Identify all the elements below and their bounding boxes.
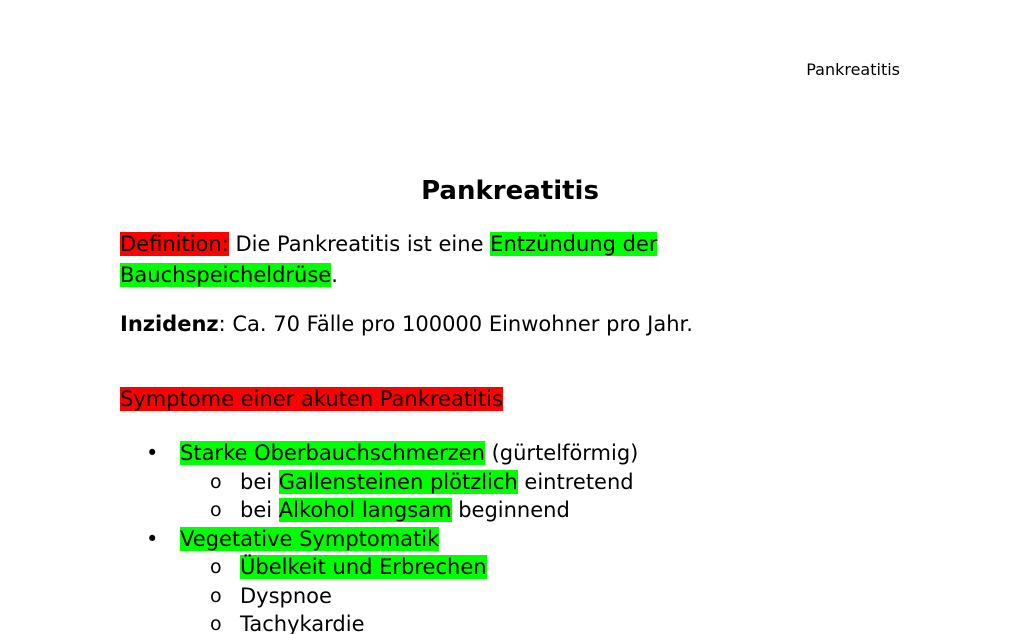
running-header: Pankreatitis	[806, 60, 900, 79]
circle-bullet-icon: o	[210, 613, 222, 634]
bullet-icon: •	[146, 441, 159, 465]
list-item-highlight: Starke Oberbauchschmerzen	[180, 441, 485, 465]
sub-list-item	[120, 553, 638, 582]
circle-bullet-icon: o	[210, 556, 222, 578]
incidence-paragraph	[120, 309, 780, 340]
sub-list-item	[120, 582, 638, 611]
symptoms-list	[120, 439, 638, 634]
list-item	[120, 439, 638, 468]
circle-bullet-icon: o	[210, 584, 222, 607]
sub-list-item	[120, 468, 638, 497]
sub-item-text: Dyspnoe	[240, 583, 332, 608]
bullet-icon: •	[146, 526, 159, 551]
list-item-text: (gürtelförmig)	[484, 441, 639, 465]
definition-highlight-1: Entzündung der	[490, 232, 658, 256]
sub-item-text: Tachykardie	[240, 612, 365, 634]
symptoms-heading-paragraph	[120, 384, 780, 415]
sub-item-prefix: bei	[240, 498, 279, 522]
definition-paragraph	[120, 229, 780, 291]
sub-item-prefix: bei	[240, 469, 279, 494]
definition-label: Definition:	[120, 232, 229, 256]
definition-text: Die Pankreatitis ist eine	[228, 232, 491, 256]
circle-bullet-icon: o	[210, 499, 222, 521]
list-item	[120, 525, 638, 554]
sub-item-text: eintretend	[517, 469, 634, 494]
sub-list-item	[120, 610, 638, 634]
sub-item-highlight: Übelkeit und Erbrechen	[240, 555, 487, 579]
incidence-colon: :	[218, 312, 226, 336]
circle-bullet-icon: o	[210, 470, 222, 493]
incidence-text: Ca. 70 Fälle pro 100000 Einwohner pro Jahr.	[225, 312, 693, 336]
incidence-label: Inzidenz	[120, 312, 219, 336]
symptoms-heading: Symptome einer akuten Pankreatitis	[120, 387, 503, 411]
document-title: Pankreatitis	[421, 176, 599, 206]
list-item-highlight: Vegetative Symptomatik	[180, 526, 440, 551]
sub-item-text: beginnend	[451, 498, 570, 522]
sub-list-item	[120, 496, 638, 525]
sub-item-highlight: Gallensteinen plötzlich	[278, 469, 518, 494]
definition-end: .	[331, 263, 338, 287]
definition-highlight-2: Bauchspeicheldrüse	[120, 263, 332, 287]
sub-item-highlight: Alkohol langsam	[278, 498, 452, 522]
